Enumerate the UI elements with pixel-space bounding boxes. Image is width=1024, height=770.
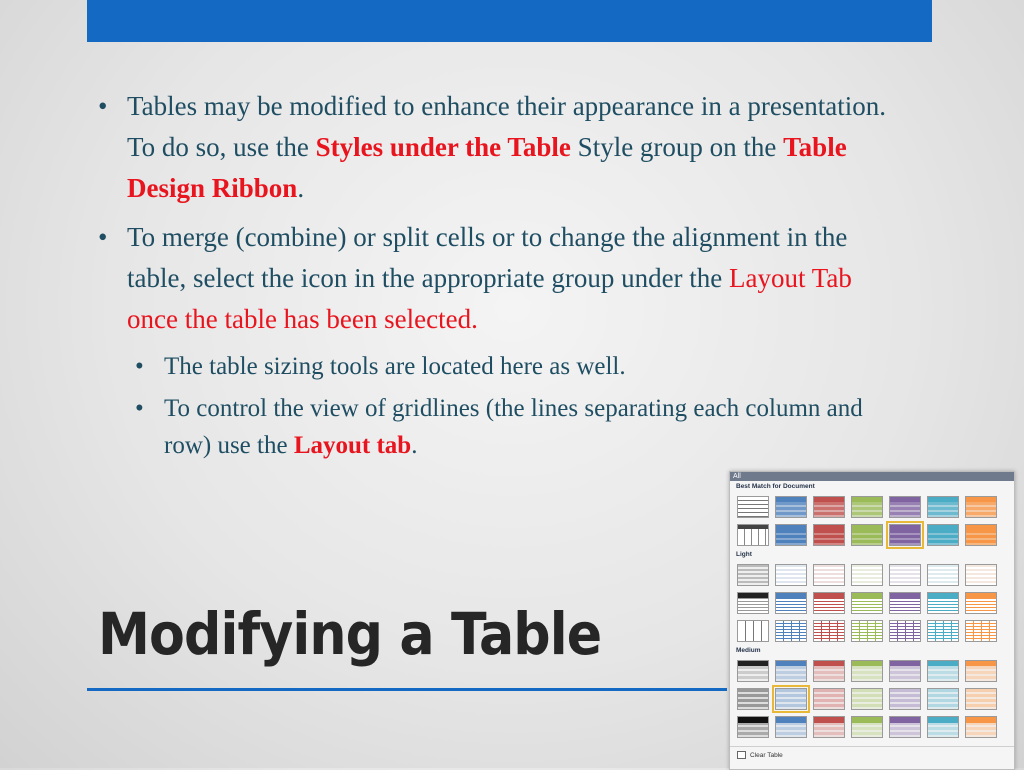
top-accent-bar [87, 0, 932, 42]
text-segment: Style group on the [570, 132, 784, 162]
table-style-swatch[interactable] [927, 592, 959, 614]
gallery-row [730, 713, 1014, 741]
text-segment: . [411, 432, 418, 459]
gallery-header [730, 472, 1014, 481]
table-style-swatch[interactable] [965, 592, 997, 614]
table-style-swatch[interactable] [851, 564, 883, 586]
table-style-swatch[interactable] [927, 620, 959, 642]
table-style-swatch[interactable] [775, 620, 807, 642]
table-style-swatch[interactable] [851, 592, 883, 614]
bullet-dot-icon: • [98, 91, 108, 121]
title-underline [87, 688, 727, 691]
table-style-swatch[interactable] [927, 564, 959, 586]
bullet-dot-icon: • [135, 395, 144, 422]
sub-bullet-text [164, 353, 626, 380]
table-style-swatch[interactable] [965, 716, 997, 738]
clear-table-label: Clear Table [750, 751, 783, 759]
table-style-swatch[interactable] [927, 716, 959, 738]
table-style-swatch[interactable] [737, 716, 769, 738]
table-style-swatch[interactable] [813, 620, 845, 642]
text-segment: . [297, 173, 305, 203]
table-style-swatch[interactable] [737, 620, 769, 642]
table-style-swatch[interactable] [813, 688, 845, 710]
table-style-swatch[interactable] [889, 496, 921, 518]
table-style-swatch[interactable] [737, 660, 769, 682]
gallery-body [730, 481, 1014, 741]
bullet-list [98, 86, 908, 469]
sub-bullet-text [164, 395, 863, 459]
clear-table-option[interactable] [730, 747, 1014, 763]
table-style-swatch[interactable] [813, 564, 845, 586]
table-style-swatch[interactable] [927, 496, 959, 518]
table-style-swatch[interactable] [813, 592, 845, 614]
table-style-swatch[interactable] [737, 524, 769, 546]
table-style-swatch[interactable] [737, 564, 769, 586]
slide-title: Modifying a Table [98, 600, 602, 668]
table-style-swatch[interactable] [775, 688, 807, 710]
sub-bullet-item [127, 390, 908, 464]
text-segment: Tables may be modified to enhance their appearance in a presentation. To do so, use the [127, 91, 887, 162]
bullet-dot-icon: • [98, 222, 108, 252]
gallery-section-label: Best Match for Document [736, 483, 815, 490]
table-style-swatch[interactable] [775, 496, 807, 518]
gallery-row [730, 617, 1014, 645]
table-style-swatch[interactable] [775, 564, 807, 586]
table-style-swatch[interactable] [813, 524, 845, 546]
text-segment: Styles under the Table [315, 132, 571, 162]
sub-bullet-item [127, 348, 908, 385]
clear-table-icon [737, 751, 746, 759]
gallery-row [730, 657, 1014, 685]
gallery-row [730, 521, 1014, 549]
table-style-swatch[interactable] [851, 688, 883, 710]
text-segment: The table sizing tools are located here as well. [164, 353, 626, 380]
text-segment: To merge (combine) or split cells or to change the alignment in the table, select the icon in the appropriate group under the [127, 222, 848, 293]
table-style-swatch[interactable] [889, 524, 921, 546]
table-style-swatch[interactable] [927, 688, 959, 710]
bullet-text [127, 222, 852, 334]
gallery-section-label: Medium [736, 647, 761, 654]
gallery-all-label: All [733, 473, 741, 480]
table-style-swatch[interactable] [965, 564, 997, 586]
table-style-swatch[interactable] [813, 716, 845, 738]
table-style-swatch[interactable] [851, 660, 883, 682]
table-style-swatch[interactable] [851, 620, 883, 642]
text-segment: Layout tab [293, 432, 412, 459]
table-style-swatch[interactable] [965, 688, 997, 710]
table-style-swatch[interactable] [775, 524, 807, 546]
table-style-swatch[interactable] [889, 716, 921, 738]
table-style-swatch[interactable] [737, 496, 769, 518]
table-style-swatch[interactable] [813, 660, 845, 682]
table-style-swatch[interactable] [965, 660, 997, 682]
table-styles-gallery [729, 471, 1015, 770]
table-style-swatch[interactable] [889, 620, 921, 642]
table-style-swatch[interactable] [927, 660, 959, 682]
text-segment: Layout Tab once the table has been selected. [127, 263, 852, 334]
table-style-swatch[interactable] [965, 620, 997, 642]
table-style-swatch[interactable] [737, 688, 769, 710]
table-style-swatch[interactable] [775, 716, 807, 738]
text-segment: Table Design Ribbon [127, 132, 847, 203]
bullet-dot-icon: • [135, 353, 144, 380]
table-style-swatch[interactable] [889, 688, 921, 710]
table-style-swatch[interactable] [775, 592, 807, 614]
gallery-section-label: Light [736, 551, 752, 558]
table-style-swatch[interactable] [965, 524, 997, 546]
table-style-swatch[interactable] [775, 660, 807, 682]
table-style-swatch[interactable] [889, 592, 921, 614]
text-segment: To control the view of gridlines (the lines separating each column and row) use the [164, 395, 863, 459]
gallery-row [730, 589, 1014, 617]
table-style-swatch[interactable] [889, 660, 921, 682]
table-style-swatch[interactable] [889, 564, 921, 586]
table-style-swatch[interactable] [965, 496, 997, 518]
table-style-swatch[interactable] [851, 496, 883, 518]
table-style-swatch[interactable] [851, 716, 883, 738]
table-style-swatch[interactable] [737, 592, 769, 614]
gallery-row [730, 685, 1014, 713]
table-style-swatch[interactable] [851, 524, 883, 546]
table-style-swatch[interactable] [927, 524, 959, 546]
gallery-row [730, 493, 1014, 521]
bullet-item [98, 86, 908, 209]
gallery-row [730, 561, 1014, 589]
table-style-swatch[interactable] [813, 496, 845, 518]
bullet-item [98, 217, 908, 340]
bullet-text [127, 91, 886, 203]
